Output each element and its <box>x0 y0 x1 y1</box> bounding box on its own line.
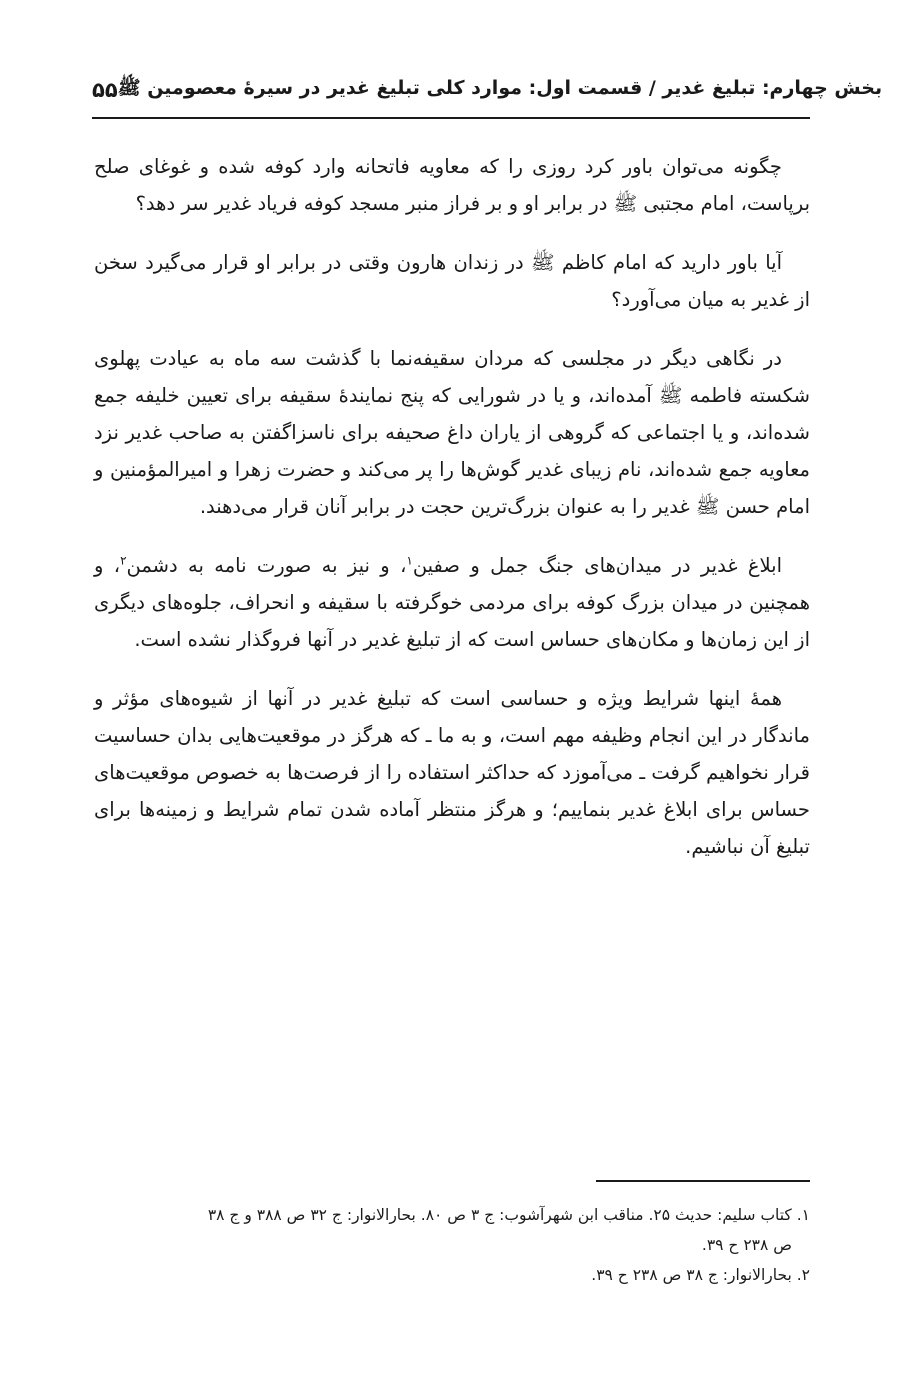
paragraph: آیا باور دارید که امام کاظم ﷺ در زندان هارون وقتی در برابر او قرار می‌گیرد سخن از غدیر به میان می‌آورد؟ <box>94 251 810 311</box>
running-header <box>92 72 883 108</box>
footnotes <box>92 1200 810 1290</box>
paragraph <box>94 547 810 658</box>
footnote-ref[interactable]: ۱ <box>406 553 413 568</box>
header-title: بخش چهارم: تبلیغ غدیر / قسمت اول: موارد کلی تبلیغ غدیر در سیرهٔ معصومین ﷺ <box>117 77 883 99</box>
footnote-1: ۱. کتاب سلیم: حدیث ۲۵. مناقب ابن شهرآشوب: ج ۳ ص ۸۰. بحارالانوار: ج ۳۲ ص ۳۸۸ و ج ۳۸ <box>207 1206 810 1224</box>
paragraph-text: ، و همچنین در میدان بزرگ کوفه برای مردمی خوگرفته با سقیفه و انحراف، جلوه‌های دیگری از این زمان‌ها و مکان‌های حساس است که از تبلیغ غدیر در آنها فروگذار نشده است. <box>94 554 810 651</box>
paragraph-text: ابلاغ غدیر در میدان‌های جنگ جمل و صفین <box>412 554 782 577</box>
paragraph: چگونه می‌توان باور کرد روزی را که معاویه فاتحانه وارد کوفه شده و غوغای صلح برپاست، امام مجتبی ﷺ در برابر او و بر فراز منبر مسجد کوفه فریاد غدیر سر دهد؟ <box>94 155 810 215</box>
paragraph: در نگاهی دیگر در مجلسی که مردان سقیفه‌نما با گذشت سه ماه به عیادت پهلوی شکسته فاطمه ﷺ آمده‌اند، و یا در شورایی که پنج نمایندهٔ سقیفه برای تعیین خلیفه جمع شده‌اند، و یا اجتماعی که گروهی از یاران داغ صحیفه برای ناسزاگفتن به صاحب غدیر نزد معاویه جمع شده‌اند، نام زیبای غدیر گوش‌ها را پر می‌کند و حضرت زهرا و امیرالمؤمنین و امام حسن ﷺ غدیر را به عنوان بزرگ‌ترین حجت در برابر آنان قرار می‌دهند. <box>94 347 810 518</box>
paragraph-text: ، و نیز به صورت نامه به دشمن <box>126 554 407 577</box>
page-number: ۵۵ <box>92 78 118 102</box>
paragraph: همهٔ اینها شرایط ویژه و حساسی است که تبلیغ غدیر در آنها از شیوه‌های مؤثر و ماندگار در این انجام وظیفه مهم است، و به ما ـ که هرگز در موقعیت‌هایی بدان حساسیت قرار نخواهیم گرفت ـ می‌آموزد که حداکثر استفاده را از فرصت‌ها به خصوص موقعیت‌های حساس برای ابلاغ غدیر بنماییم؛ و هرگز منتظر آماده شدن تمام شرایط و زمینه‌ها برای تبلیغ آن نباشیم. <box>94 687 810 858</box>
footnote-1-continuation: ص ۲۳۸ ح ۳۹. <box>701 1236 792 1254</box>
body-text <box>94 148 810 887</box>
footnote-ref[interactable]: ۲ <box>120 553 127 568</box>
footnote-2: ۲. بحارالانوار: ج ۳۸ ص ۲۳۸ ح ۳۹. <box>591 1266 810 1284</box>
header-divider <box>92 117 810 119</box>
footnote-divider <box>596 1180 810 1182</box>
